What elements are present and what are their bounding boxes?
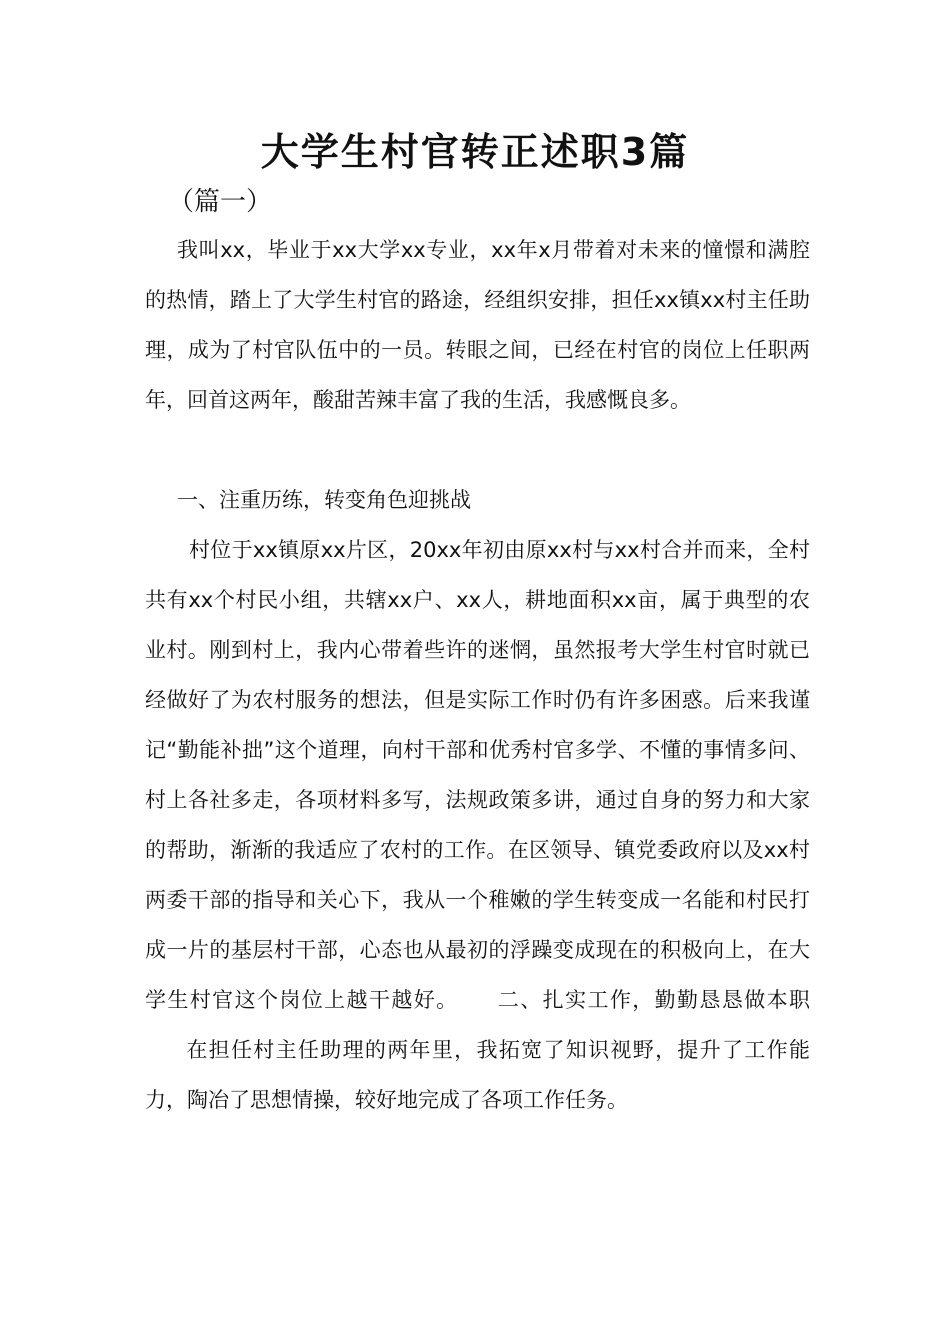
paragraph-intro: 我叫xx，毕业于xx大学xx专业，xx年x月带着对未来的憧憬和满腔的热情，踏上了大学生村官的路途，经组织安排，担任xx镇xx村主任助理，成为了村官队伍中的一员。转眼之间，已经在村官的岗位上任职两年，回首这两年，酸甜苦辣丰富了我的生活，我感慨良多。 [145,238,810,412]
section-heading-1: 一、注重历练，转变角色迎挑战 [177,488,471,512]
section-heading-2: 二、扎实工作，勤勤恳恳做本职 [496,988,810,1012]
paragraph-section-1 [145,525,810,1125]
paragraph-section-1-text: 村位于xx镇原xx片区，20xx年初由原xx村与xx村合并而来，全村共有xx个村民小组，共辖xx户、xx人，耕地面积xx亩，属于典型的农业村。刚到村上，我内心带着些许的迷惘，虽然报考大学生村官时就已经做好了为农村服务的想法，但是实际工作时仍有许多困惑。后来我谨记“勤能补拙”这个道理，向村干部和优秀村官多学、不懂的事情多问、村上各社多走，各项材料多写，法规政策多讲，通过自身的努力和大家的帮助，渐渐的我适应了农村的工作。在区领导、镇党委政府以及xx村两委干部的指导和关心下，我从一个稚嫩的学生转变成一名能和村民打成一片的基层村干部，心态也从最初的浮躁变成现在的积极向上，在大学生村官这个岗位上越干越好。 [145,538,810,1012]
paragraph-section-2-text: 在担任村主任助理的两年里，我拓宽了知识视野，提升了工作能力，陶冶了思想情操，较好地完成了各项工作任务。 [145,1038,810,1112]
section-label: （篇一） [168,187,273,217]
document-title: 大学生村官转正述职3篇 [260,130,690,174]
